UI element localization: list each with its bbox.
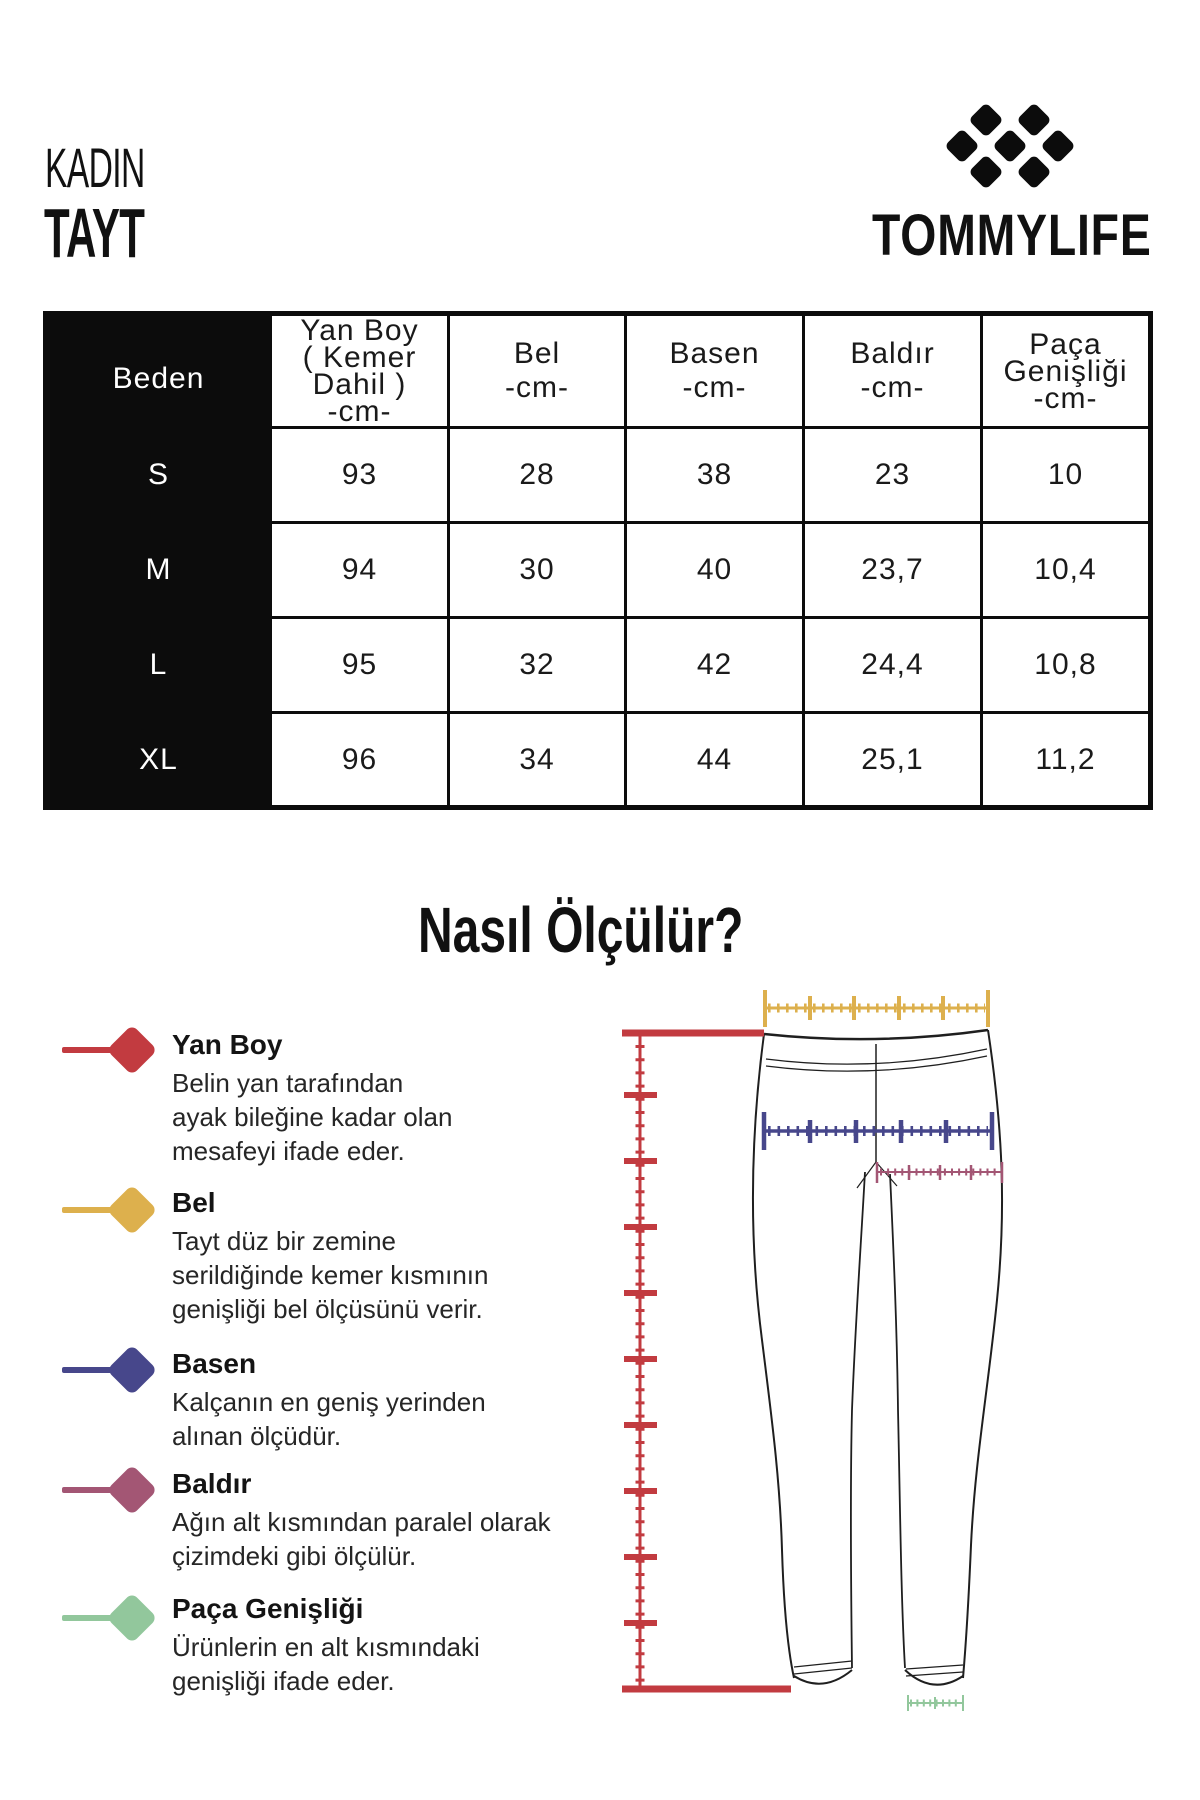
legend-item-basen: Basen Kalçanın en geniş yerinden alınan ölçüdür. (172, 1347, 552, 1453)
value-cell: 10,8 (982, 618, 1151, 713)
leggings-outline (753, 1030, 1002, 1685)
value-cell: 23 (804, 428, 982, 523)
value-cell: 11,2 (982, 713, 1151, 808)
product-title: TAYT (44, 194, 145, 272)
size-cell: S (46, 428, 271, 523)
legend-item-yan-boy: Yan Boy Belin yan tarafından ayak bileğine kadar olan mesafeyi ifade eder. (172, 1028, 552, 1168)
header-cell-basen: Basen -cm- (626, 314, 804, 428)
value-cell: 42 (626, 618, 804, 713)
legend-title: Basen (172, 1348, 257, 1379)
header-cell-beden: Beden (46, 314, 271, 428)
paca-genisligi-ruler (908, 1695, 963, 1711)
size-table (43, 311, 1153, 810)
how-to-measure-heading: Nasıl Ölçülür? (418, 894, 744, 966)
size-cell: L (46, 618, 271, 713)
size-cell: M (46, 523, 271, 618)
value-cell: 10 (982, 428, 1151, 523)
value-cell: 10,4 (982, 523, 1151, 618)
baldir-diamond-icon (107, 1465, 158, 1516)
size-cell: XL (46, 713, 271, 808)
legend-title: Paça Genişliği (172, 1593, 364, 1624)
table-row (46, 713, 1151, 808)
legend-item-bel: Bel Tayt düz bir zemine serildiğinde kemer kısmının genişliği bel ölçüsünü verir. (172, 1186, 552, 1326)
value-cell: 25,1 (804, 713, 982, 808)
value-cell: 94 (271, 523, 449, 618)
value-cell: 93 (271, 428, 449, 523)
legend-title: Yan Boy (172, 1029, 283, 1060)
basen-diamond-icon (107, 1345, 158, 1396)
value-cell: 40 (626, 523, 804, 618)
table-row (46, 523, 1151, 618)
legend-title: Baldır (172, 1468, 252, 1499)
legend-item-paca-genisligi: Paça Genişliği Ürünlerin en alt kısmındaki genişliği ifade eder. (172, 1592, 552, 1698)
paca-diamond-icon (107, 1593, 158, 1644)
value-cell: 96 (271, 713, 449, 808)
value-cell: 32 (449, 618, 626, 713)
tommylife-logo-icon (925, 88, 1095, 200)
header-cell-paca: Paça Genişliği -cm- (982, 314, 1151, 428)
brand-wordmark: TOMMYLIFE (872, 203, 1152, 268)
value-cell: 24,4 (804, 618, 982, 713)
leggings-measurement-diagram (600, 985, 1060, 1715)
category-title: KADIN (45, 136, 145, 199)
basen-ruler (764, 1112, 992, 1150)
table-row (46, 428, 1151, 523)
value-cell: 38 (626, 428, 804, 523)
bel-diamond-icon (107, 1185, 158, 1236)
value-cell: 95 (271, 618, 449, 713)
value-cell: 30 (449, 523, 626, 618)
size-table-header-row (46, 314, 1151, 428)
header-cell-baldir: Baldır -cm- (804, 314, 982, 428)
legend-title: Bel (172, 1187, 216, 1218)
table-row (46, 618, 1151, 713)
header-cell-bel: Bel -cm- (449, 314, 626, 428)
value-cell: 28 (449, 428, 626, 523)
baldir-ruler (877, 1162, 1002, 1183)
header-cell-yan-boy: Yan Boy ( Kemer Dahil ) -cm- (271, 314, 449, 428)
value-cell: 44 (626, 713, 804, 808)
legend-item-baldir: Baldır Ağın alt kısmından paralel olarak çizimdeki gibi ölçülür. (172, 1468, 551, 1571)
value-cell: 23,7 (804, 523, 982, 618)
value-cell: 34 (449, 713, 626, 808)
yan-boy-diamond-icon (107, 1025, 158, 1076)
bel-ruler (765, 990, 988, 1027)
